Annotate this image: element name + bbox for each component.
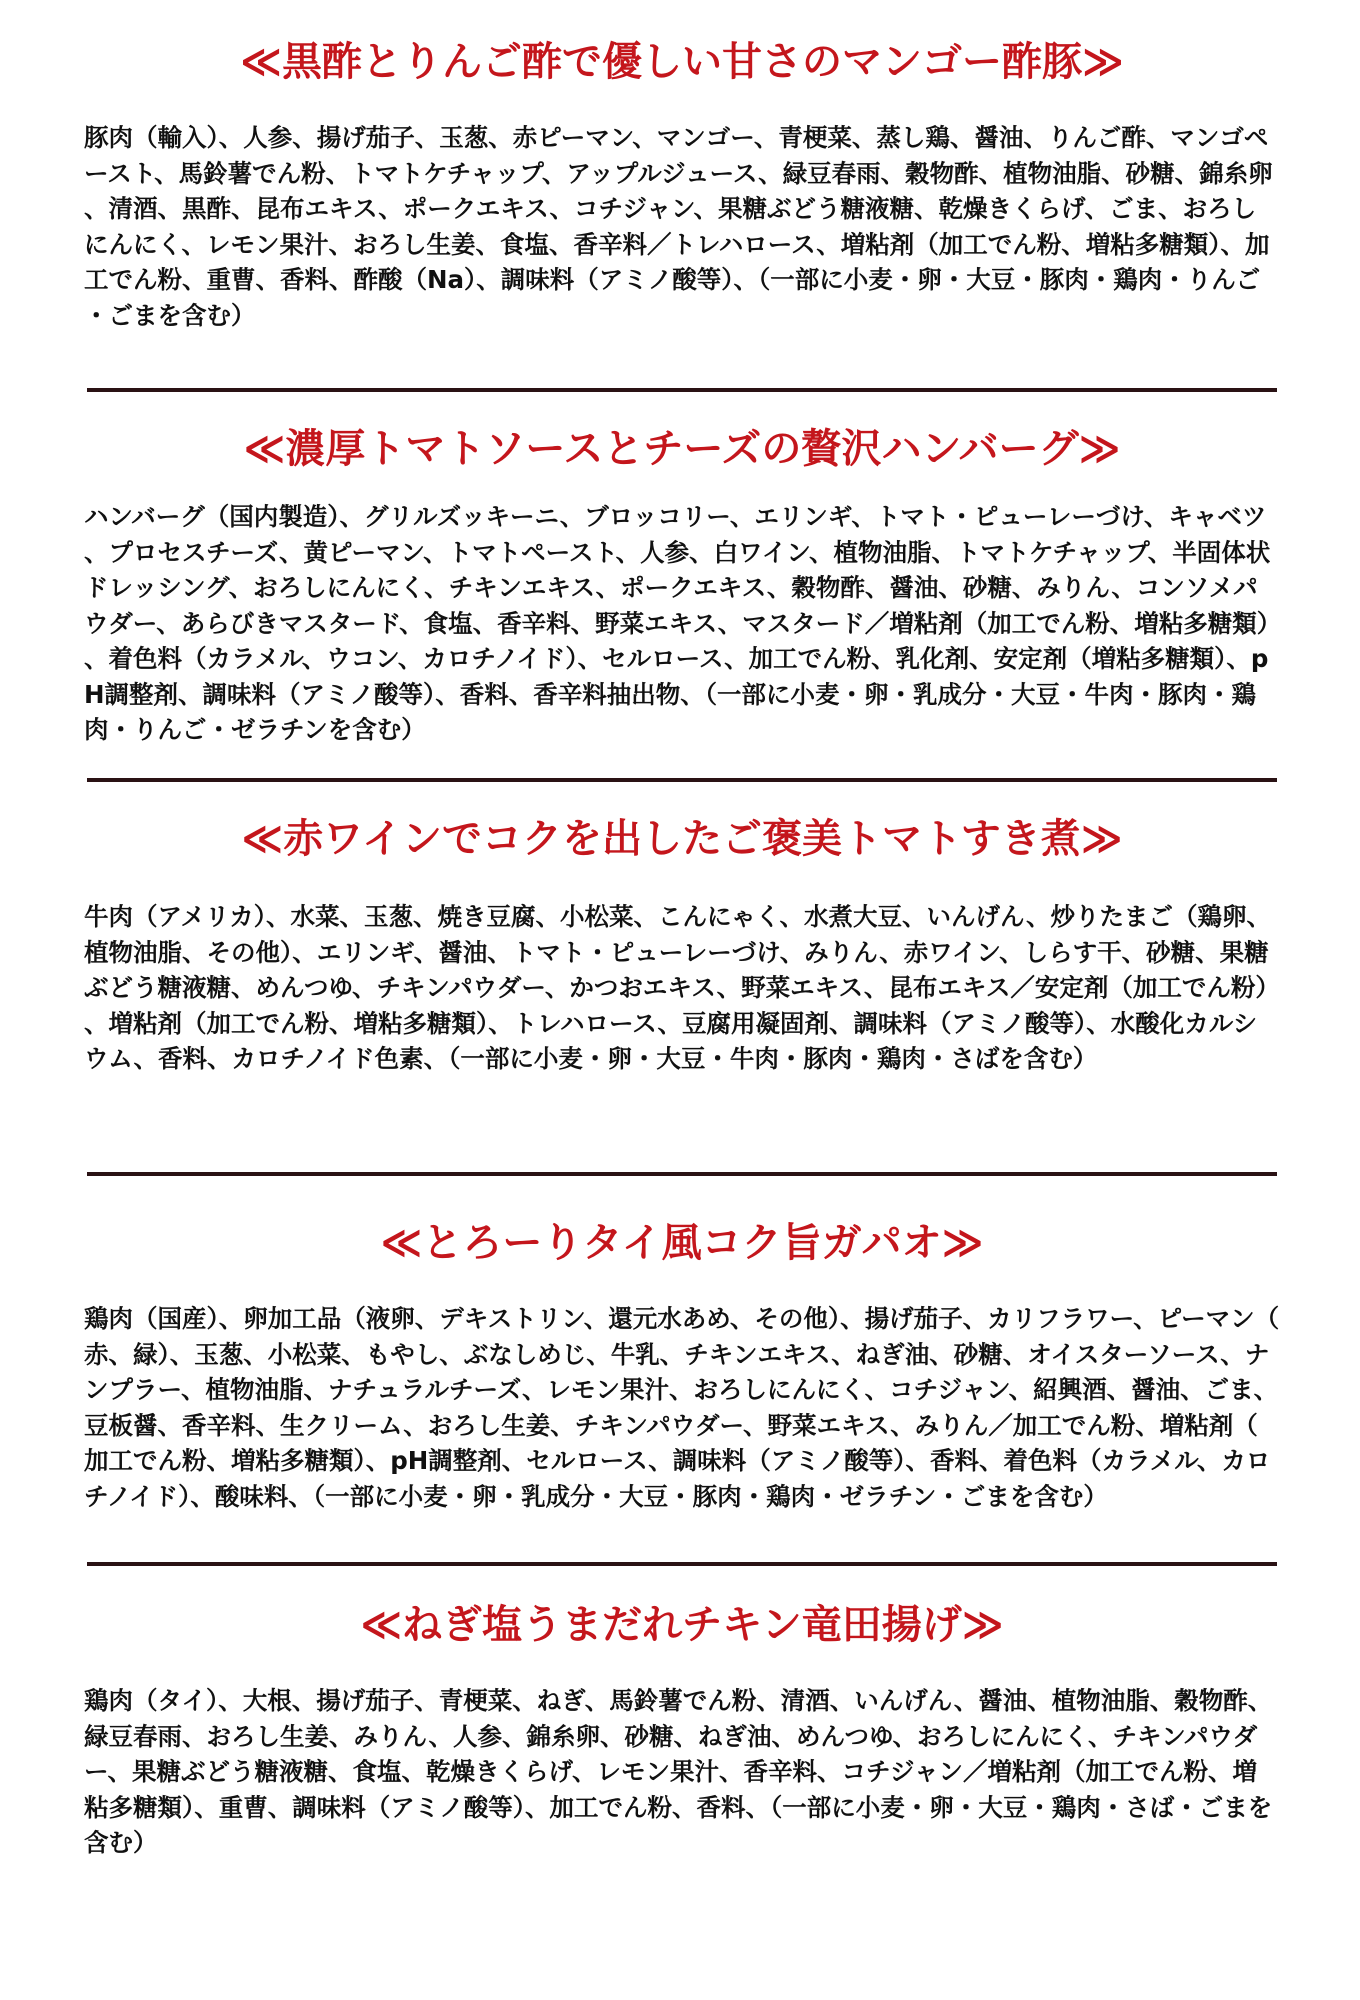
product-title: ≪黒酢とりんご酢で優しい甘さのマンゴー酢豚≫	[240, 39, 1124, 85]
product-section-sweet-sour-pork	[84, 38, 1280, 333]
ingredient-list: 牛肉（アメリカ）、水菜、玉葱、焼き豆腐、小松菜、こんにゃく、水煮大豆、いんげん、炒りたまご（鶏卵、植物油脂、その他）、エリンギ、醤油、トマト・ピューレーづけ、みりん、赤ワイン、しらす干、砂糖、果糖ぶどう糖液糖、めんつゆ、チキンパウダー、かつおエキス、野菜エキス、昆布エキス／安定剤（加工でん粉）、増粘剤（加工でん粉、増粘多糖類）、トレハロース、豆腐用凝固剤、調味料（アミノ酸等）、水酸化カルシウム、香料、カロチノイド色素、（一部に小麦・卵・大豆・牛肉・豚肉・鶏肉・さばを含む）	[84, 902, 1272, 1073]
section-divider	[87, 1562, 1277, 1566]
section-divider	[87, 1172, 1277, 1176]
section-divider	[87, 388, 1277, 392]
product-section-gapao	[84, 1219, 1280, 1514]
product-title: ≪赤ワインでコクを出したご褒美トマトすき煮≫	[241, 816, 1123, 862]
ingredient-list: 豚肉（輸入）、人参、揚げ茄子、玉葱、赤ピーマン、マンゴー、青梗菜、蒸し鶏、醤油、りんご酢、マンゴペースト、馬鈴薯でん粉、トマトケチャップ、アップルジュース、緑豆春雨、穀物酢、植物油脂、砂糖、錦糸卵、清酒、黒酢、昆布エキス、ポークエキス、コチジャン、果糖ぶどう糖液糖、乾燥きくらげ、ごま、おろしにんにく、レモン果汁、おろし生姜、食塩、香辛料／トレハロース、増粘剤（加工でん粉、増粘多糖類）、加工でん粉、重曹、香料、酢酸（Na）、調味料（アミノ酸等）、（一部に小麦・卵・大豆・豚肉・鶏肉・りんご・ごまを含む）	[84, 123, 1273, 330]
product-title: ≪濃厚トマトソースとチーズの贅沢ハンバーグ≫	[243, 426, 1121, 472]
product-title: ≪とろーりタイ風コク旨ガパオ≫	[380, 1220, 984, 1266]
product-section-hamburg	[84, 425, 1280, 748]
ingredient-list: 鶏肉（国産）、卵加工品（液卵、デキストリン、還元水あめ、その他）、揚げ茄子、カリフラワー、ピーマン（赤、緑）、玉葱、小松菜、もやし、ぶなしめじ、牛乳、チキンエキス、ねぎ油、砂糖、オイスターソース、ナンプラー、植物油脂、ナチュラルチーズ、レモン果汁、おろしにんにく、コチジャン、紹興酒、醤油、ごま、豆板醤、香辛料、生クリーム、おろし生姜、チキンパウダー、野菜エキス、みりん／加工でん粉、増粘剤（加工でん粉、増粘多糖類）、pH調整剤、セルロース、調味料（アミノ酸等）、香料、着色料（カラメル、カロチノイド）、酸味料、（一部に小麦・卵・乳成分・大豆・豚肉・鶏肉・ゼラチン・ごまを含む）	[84, 1304, 1280, 1511]
section-divider	[87, 778, 1277, 782]
product-section-tomato-sukiyaki	[84, 815, 1280, 1077]
ingredient-list: 鶏肉（タイ）、大根、揚げ茄子、青梗菜、ねぎ、馬鈴薯でん粉、清酒、いんげん、醤油、植物油脂、穀物酢、緑豆春雨、おろし生姜、みりん、人参、錦糸卵、砂糖、ねぎ油、めんつゆ、おろしにんにく、チキンパウダー、果糖ぶどう糖液糖、食塩、乾燥きくらげ、レモン果汁、香辛料、コチジャン／増粘剤（加工でん粉、増粘多糖類）、重曹、調味料（アミノ酸等）、加工でん粉、香料、（一部に小麦・卵・大豆・鶏肉・さば・ごまを含む）	[84, 1686, 1273, 1857]
product-section-tatsuta-chicken	[84, 1601, 1280, 1861]
product-title: ≪ねぎ塩うまだれチキン竜田揚げ≫	[360, 1602, 1004, 1648]
ingredient-list: ハンバーグ（国内製造）、グリルズッキーニ、ブロッコリー、エリンギ、トマト・ピューレーづけ、キャベツ、プロセスチーズ、黄ピーマン、トマトペースト、人参、白ワイン、植物油脂、トマトケチャップ、半固体状ドレッシング、おろしにんにく、チキンエキス、ポークエキス、穀物酢、醤油、砂糖、みりん、コンソメパウダー、あらびきマスタード、食塩、香辛料、野菜エキス、マスタード／増粘剤（加工でん粉、増粘多糖類）、着色料（カラメル、ウコン、カロチノイド）、セルロース、加工でん粉、乳化剤、安定剤（増粘多糖類）、pH調整剤、調味料（アミノ酸等）、香料、香辛料抽出物、（一部に小麦・卵・乳成分・大豆・牛肉・豚肉・鶏肉・りんご・ゼラチンを含む）	[84, 502, 1271, 744]
